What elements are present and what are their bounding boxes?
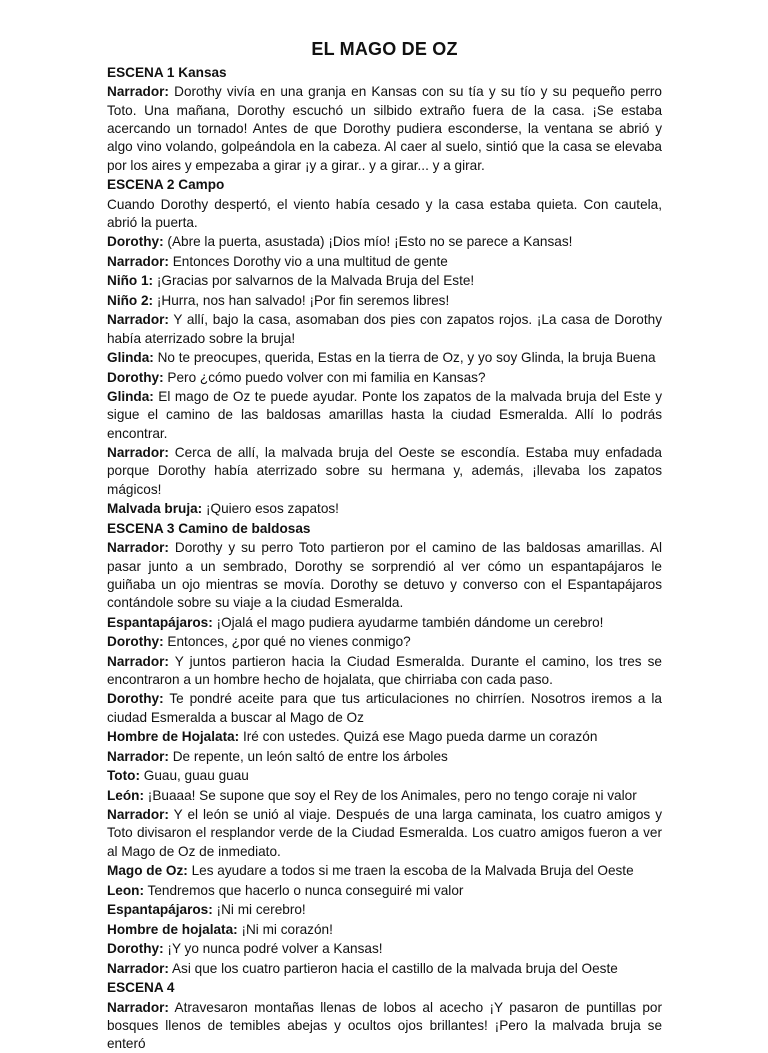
line-text: Dorothy y su perro Toto partieron por el camino de las baldosas amarillas. Al pasar junto a un sembrado, Dorothy se sorprendió al ver cómo un espantapájaros le guiñaba un ojo mientras se movía. Dorothy se detuvo y converso con el Espantapájaros contándole sobre su viaje a la ciudad Esmeralda. [107,540,662,611]
speaker-name: Malvada bruja [107,501,198,517]
speaker-name: Narrador [107,84,165,100]
speaker-name: Narrador [107,748,165,764]
speaker-name: Dorothy [107,234,160,250]
speaker-separator: : [164,540,169,556]
speaker-name: Toto [107,768,136,784]
speaker-name: Dorothy [107,634,160,650]
speaker-separator: : [149,389,154,405]
line-text: ¡Quiero esos zapatos! [202,501,339,517]
speaker-name: Dorothy [107,369,160,385]
dialogue-line [107,748,662,766]
line-text: (Abre la puerta, asustada) ¡Dios mío! ¡Esto no se parece a Kansas! [163,234,573,250]
dialogue-line [107,690,662,727]
line-text: Pero ¿cómo puedo volver con mi familia en Kansas? [163,369,486,385]
line-text: ¡Ni mi corazón! [237,921,333,937]
speaker-name: Narrador [107,540,165,556]
dialogue-line [107,349,662,367]
dialogue-line [107,272,662,290]
speaker-separator: : [164,960,169,976]
line-text: Atravesaron montañas llenas de lobos al acecho ¡Y pasaron de puntillas por bosques llenos de temibles abejas y ocultos ojos brillantes! ¡Pero la malvada bruja se enteró [107,999,662,1052]
dialogue-line [107,862,662,880]
dialogue-line [107,500,662,518]
dialogue-line [107,901,662,919]
line-text: Cerca de allí, la malvada bruja del Oeste se escondía. Estaba muy enfadada porque Dorothy había aterrizado sobre su hermana y, además, ¡llevaba los zapatos mágicos! [107,445,662,497]
speaker-name: Hombre de Hojalata [107,729,235,745]
speaker-name: Narrador [107,999,165,1015]
dialogue-line [107,882,662,900]
speaker-separator: : [164,445,169,461]
speaker-separator: : [164,807,169,823]
speaker-separator: : [208,902,213,918]
line-text: Y juntos partieron hacia la Ciudad Esmeralda. Durante el camino, los tres se encontraron a un hombre hecho de hojalata, que chirriaba con cada paso. [107,653,662,687]
dialogue-line [107,767,662,785]
line-text: ¡Hurra, nos han salvado! ¡Por fin seremos libres! [153,292,450,308]
speaker-separator: : [233,921,238,937]
speaker-separator: : [159,634,164,650]
dialogue-line [107,444,662,499]
script-body [107,64,662,1053]
line-text: Iré con ustedes. Quizá ese Mago pueda darme un corazón [239,729,598,745]
dialogue-line [107,196,662,233]
dialogue-line [107,653,662,690]
line-text: Asi que los cuatro partieron hacia el castillo de la malvada bruja del Oeste [168,960,618,976]
speaker-separator: : [164,999,169,1015]
dialogue-line [107,388,662,443]
scene-heading: ESCENA 2 Campo [107,177,225,193]
speaker-separator: : [139,882,145,898]
dialogue-line [107,253,662,271]
dialogue-line [107,369,662,387]
speaker-name: Narrador [107,960,165,976]
speaker-separator: : [208,614,213,630]
speaker-separator: : [148,273,154,289]
speaker-name: Mago de Oz [107,863,184,879]
speaker-separator: : [139,787,145,803]
speaker-name: Niño 2 [107,292,149,308]
speaker-separator: : [164,653,169,669]
speaker-separator: : [149,350,154,366]
dialogue-line [107,999,662,1053]
dialogue-line [107,311,662,348]
scene-heading: ESCENA 4 [107,980,175,996]
line-text: Guau, guau guau [139,768,249,784]
scene-heading: ESCENA 1 Kansas [107,65,227,80]
line-text: Y allí, bajo la casa, asomaban dos pies con zapatos rojos. ¡La casa de Dorothy había aterrizado sobre la bruja! [107,312,662,346]
dialogue-line [107,83,662,174]
speaker-separator: : [164,253,169,269]
speaker-name: Dorothy [107,691,160,707]
dialogue-line [107,728,662,746]
speaker-separator: : [234,729,240,745]
speaker-name: Dorothy [107,941,160,957]
dialogue-line [107,614,662,632]
speaker-name: León [107,787,140,803]
line-text: ¡Buaaa! Se supone que soy el Rey de los Animales, pero no tengo coraje ni valor [144,787,637,803]
line-text: ¡Ni mi cerebro! [212,902,306,918]
dialogue-line [107,921,662,939]
speaker-name: Espantapájaros [107,902,209,918]
speaker-name: Narrador [107,653,165,669]
speaker-separator: : [159,234,164,250]
speaker-separator: : [159,941,164,957]
line-text: ¡Y yo nunca podré volver a Kansas! [163,941,383,957]
dialogue-line [107,960,662,978]
line-text: Cuando Dorothy despertó, el viento había cesado y la casa estaba quieta. Con cautela, abrió la puerta. [107,196,662,230]
dialogue-line [107,233,662,251]
speaker-separator: : [148,292,154,308]
line-text: Entonces Dorothy vio a una multitud de gente [168,253,448,269]
speaker-name: Glinda [107,350,150,366]
line-text: Dorothy vivía en una granja en Kansas con su tía y su tío y su pequeño perro Toto. Una mañana, Dorothy escuchó un silbido extraño fuera de la casa. ¡Se estaba acercando un tornado! Antes de que Dorothy pudiera esconderse, la ventana se abrió y algo vino volando, golpeándola en la cabeza. Al caer al suelo, sintió que la casa se elevaba por los aires y empezaba a girar ¡y a girar.. y a girar... y a girar. [107,84,662,173]
line-text: El mago de Oz te puede ayudar. Ponte los zapatos de la malvada bruja del Este y sigue el camino de las baldosas amarillas hasta la ciudad Esmeralda. Allí lo podrás encontrar. [107,389,662,441]
scene-heading: ESCENA 3 Camino de baldosas [107,520,311,536]
line-text: Te pondré aceite para que tus articulaciones no chirríen. Nosotros iremos a la ciudad Esmeralda a buscar al Mago de Oz [107,691,662,725]
speaker-name: Espantapájaros [107,614,209,630]
speaker-name: Hombre de hojalata [107,921,234,937]
speaker-separator: : [164,84,169,100]
line-text: De repente, un león saltó de entre los árboles [168,748,448,764]
speaker-separator: : [164,312,169,328]
line-text: Tendremos que hacerlo o nunca conseguiré mi valor [144,882,464,898]
speaker-separator: : [135,768,140,784]
line-text: ¡Ojalá el mago pudiera ayudarme también dándome un cerebro! [212,614,604,630]
dialogue-line [107,292,662,310]
speaker-name: Narrador [107,253,165,269]
speaker-separator: : [159,369,164,385]
speaker-name: Narrador [107,312,165,328]
document-title: EL MAGO DE OZ [311,39,458,59]
line-text: ¡Gracias por salvarnos de la Malvada Bruja del Este! [153,273,475,289]
dialogue-line [107,940,662,958]
dialogue-line [107,787,662,805]
speaker-separator: : [197,501,203,517]
line-text: Y el león se unió al viaje. Después de una larga caminata, los cuatro amigos y Toto divisaron el resplandor verde de la Ciudad Esmeralda. Los cuatro amigos fueron a ver al Mago de Oz de inmediato. [107,807,662,859]
line-text: No te preocupes, querida, Estas en la tierra de Oz, y yo soy Glinda, la bruja Buena [153,350,656,366]
line-text: Les ayudare a todos si me traen la escoba de la Malvada Bruja del Oeste [187,863,634,879]
speaker-name: Narrador [107,807,165,823]
dialogue-line [107,539,662,612]
dialogue-line [107,633,662,651]
speaker-separator: : [164,748,169,764]
speaker-name: Niño 1 [107,273,149,289]
speaker-name: Leon [107,882,140,898]
speaker-name: Narrador [107,445,165,461]
dialogue-line [107,806,662,861]
speaker-name: Glinda [107,389,150,405]
line-text: Entonces, ¿por qué no vienes conmigo? [163,634,411,650]
speaker-separator: : [159,691,164,707]
speaker-separator: : [183,863,188,879]
